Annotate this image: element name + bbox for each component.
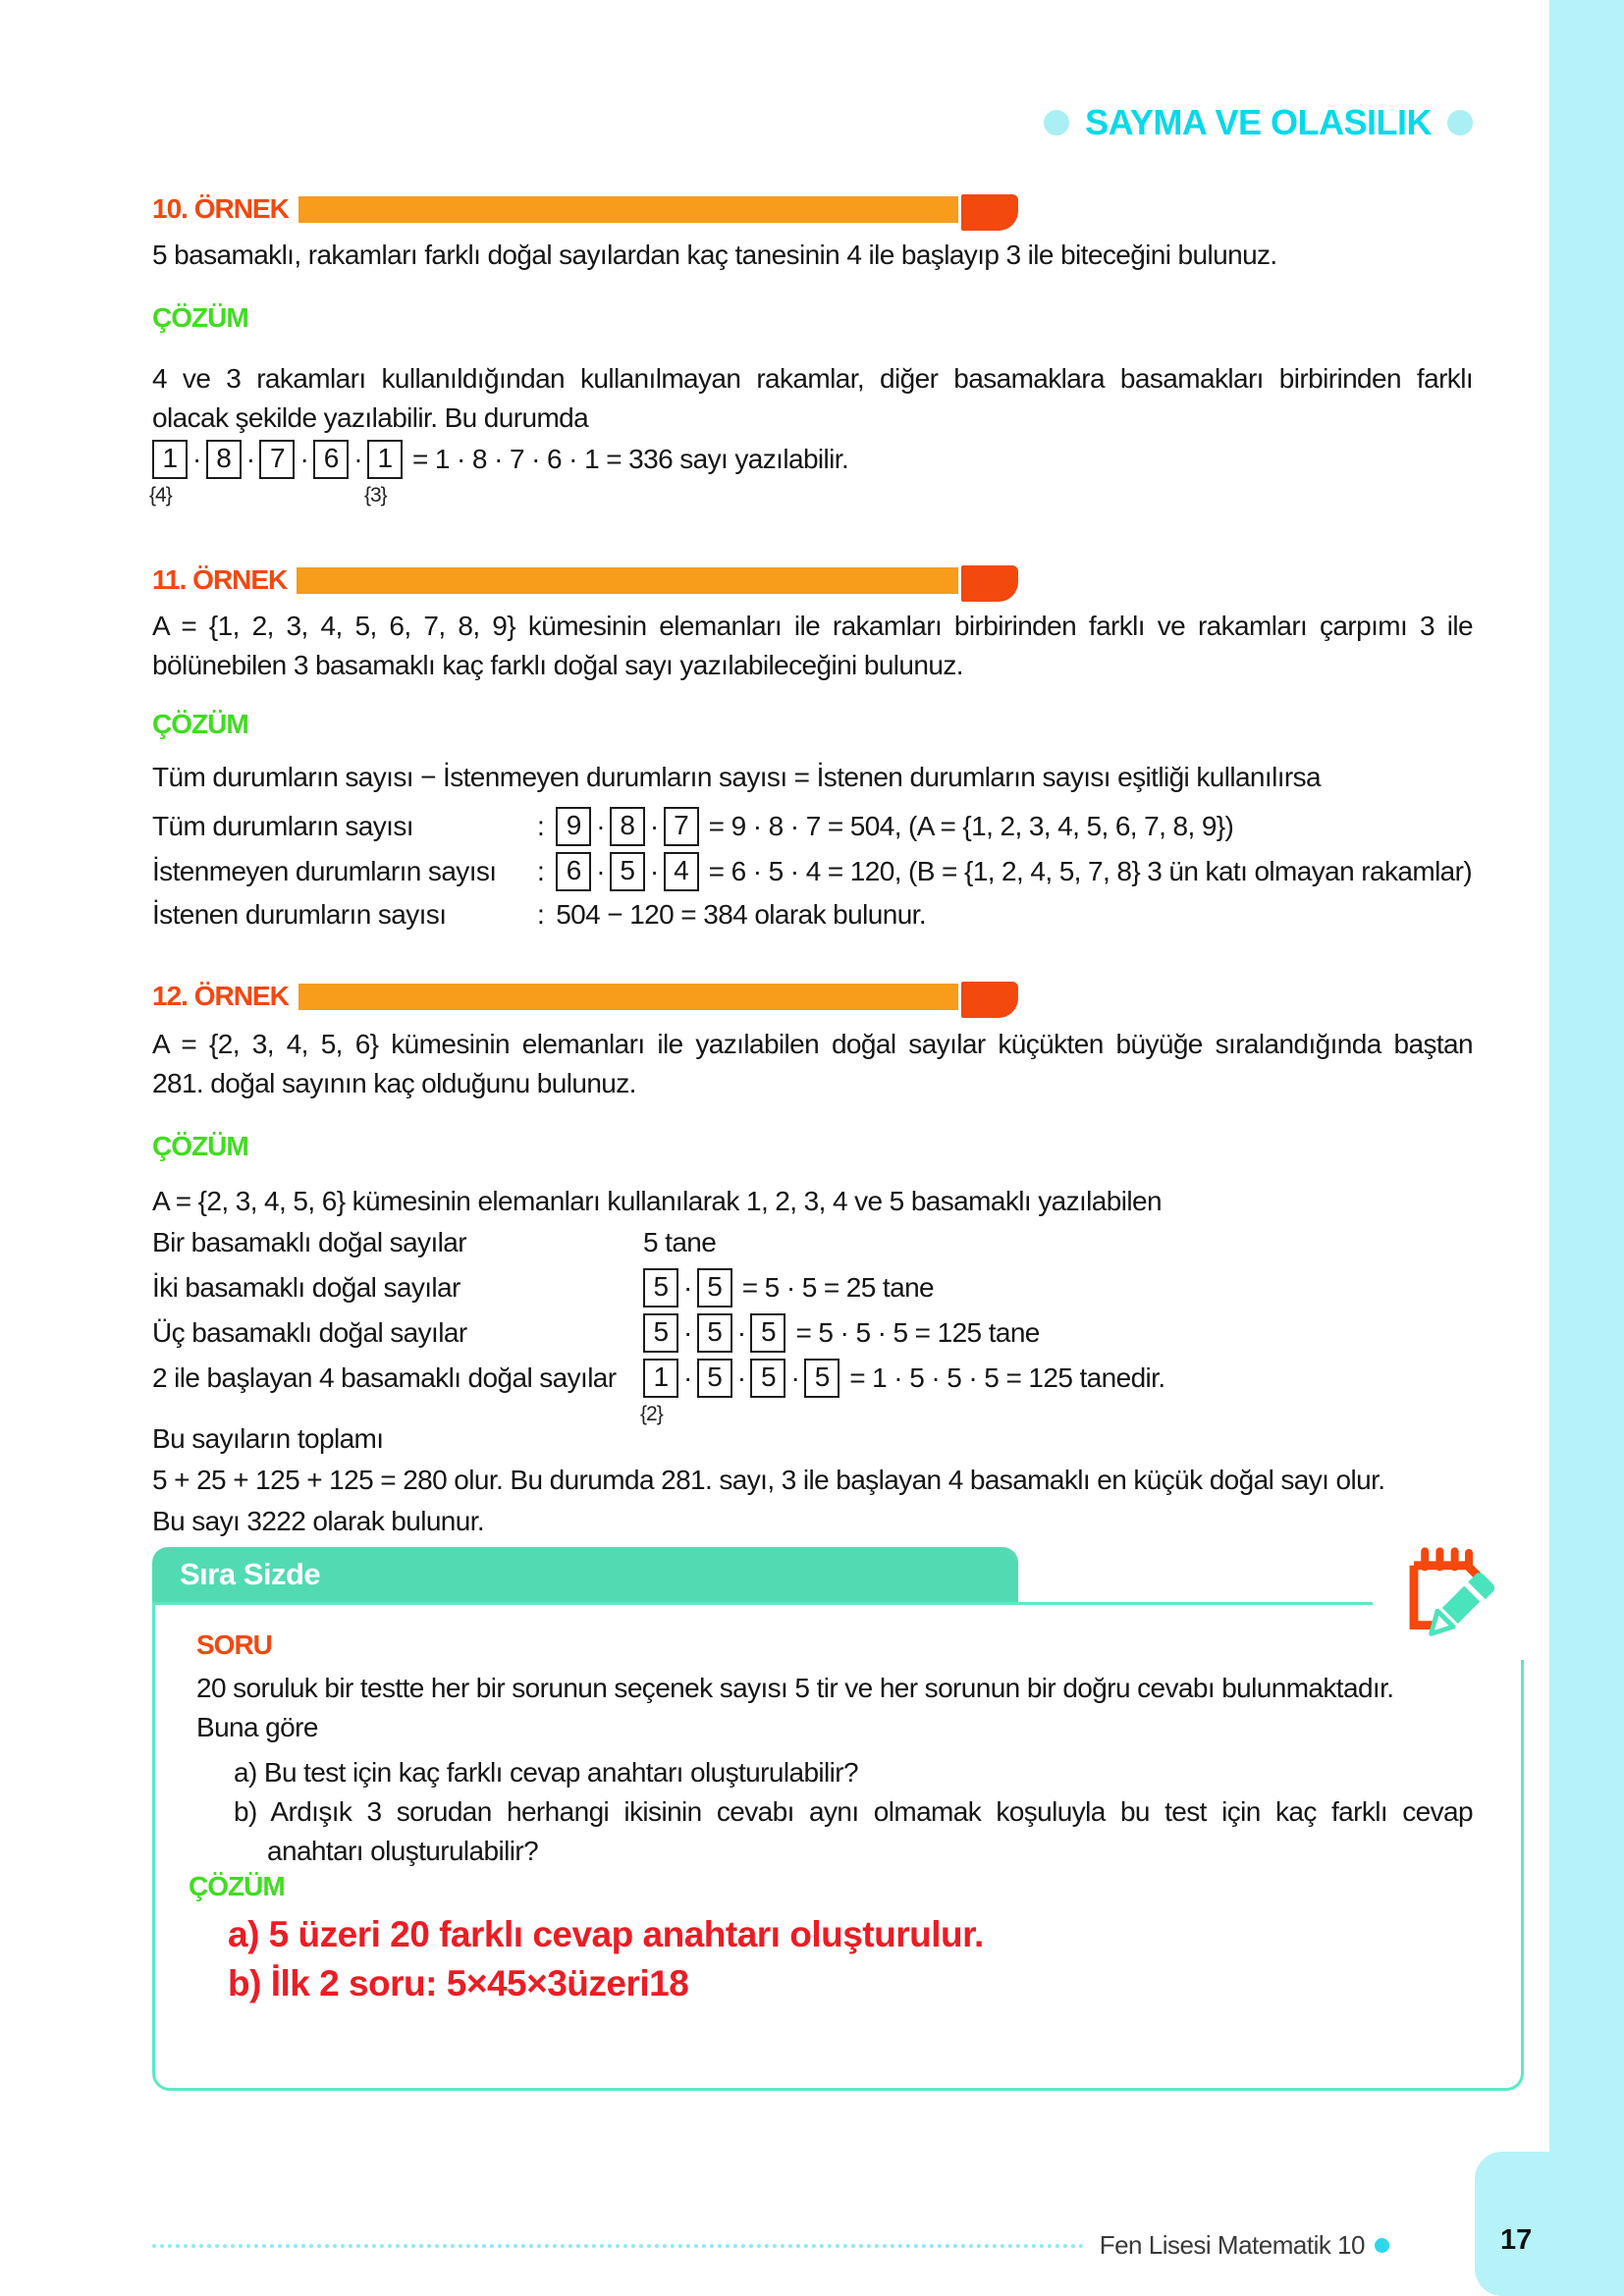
example-11-bar-cap: [961, 565, 1018, 602]
example-10-header: [152, 194, 1018, 231]
dot-separator: ·: [649, 856, 659, 886]
digit-box: 5: [804, 1359, 839, 1398]
example-12-row-3: [152, 1313, 1040, 1353]
colon: :: [537, 811, 545, 841]
dot-separator: ·: [192, 444, 201, 474]
dot-separator: ·: [649, 811, 659, 841]
digit-box: 6: [313, 440, 349, 479]
example-11-row-1: [152, 807, 1233, 846]
example-12-row-2: [152, 1268, 934, 1308]
row-label: Bir basamaklı doğal sayılar: [152, 1227, 466, 1257]
equation-result: = 5 · 5 · 5 = 125 tane: [795, 1317, 1040, 1348]
digit-box: 5: [697, 1313, 732, 1353]
equation-result: = 5 · 5 = 25 tane: [741, 1272, 935, 1303]
example-11-label: 11. ÖRNEK: [152, 564, 288, 595]
digit-box: 9: [556, 807, 591, 846]
sira-sizde-title: Sıra Sizde: [180, 1557, 321, 1591]
sira-sizde-soru-heading: SORU: [196, 1629, 272, 1660]
digit-under-label: {2}: [640, 1403, 663, 1425]
example-12-question-line1: A = {2, 3, 4, 5, 6} kümesinin elemanları ile yazılabilen doğal sayılar küçükten büyüğe sıralandığında baştan: [152, 1029, 1473, 1059]
equation-result: 5 tane: [643, 1227, 717, 1257]
dot-separator: ·: [299, 444, 309, 474]
digit-box: 5: [697, 1359, 732, 1398]
dot-separator: ·: [683, 1272, 692, 1303]
example-12-cozum-heading: ÇÖZÜM: [152, 1131, 248, 1161]
row-label: Üç basamaklı doğal sayılar: [152, 1317, 467, 1348]
digit-box: 5: [610, 852, 645, 891]
row-label: İki basamaklı doğal sayılar: [152, 1272, 460, 1303]
digit: 1: [162, 443, 178, 473]
example-12-row-4: [152, 1359, 1165, 1425]
dot-separator: ·: [683, 1317, 692, 1348]
example-11-question-line1: A = {1, 2, 3, 4, 5, 6, 7, 8, 9} kümesinin elemanları ile rakamları birbirinden farklı ve rakamları çarpımı 3 ile: [152, 611, 1473, 641]
dot-separator: ·: [736, 1362, 746, 1393]
sira-sizde-tab: [152, 1547, 1018, 1602]
example-11-intro: Tüm durumların sayısı − İstenmeyen durumların sayısı = İstenen durumların sayısı eşitliği kullanılırsa: [152, 762, 1321, 792]
example-12-question-line2: 281. doğal sayının kaç olduğunu bulunuz.: [152, 1068, 636, 1098]
sira-sizde-cozum-heading: ÇÖZÜM: [189, 1871, 285, 1901]
digit-box: 5: [643, 1268, 678, 1308]
example-12-closing-line2: 5 + 25 + 125 + 125 = 280 olur. Bu durumda 281. sayı, 3 ile başlayan 4 basamaklı en küçük doğal sayı olur.: [152, 1465, 1385, 1495]
example-10-solution-line1: 4 ve 3 rakamları kullanıldığından kullanılmayan rakamlar, diğer basamaklara basamakları birbirinden farklı: [152, 363, 1473, 394]
example-12-bar-cap: [961, 982, 1018, 1018]
row-label: Tüm durumların sayısı: [152, 811, 413, 841]
example-12-header: [152, 982, 1018, 1018]
dot-separator: ·: [790, 1362, 800, 1393]
example-12-closing-line1: Bu sayıların toplamı: [152, 1423, 384, 1454]
page-number: 17: [1500, 2224, 1533, 2256]
notepad-pencil-svg: [1390, 1528, 1516, 1648]
sira-sizde-item-b-line1: b) Ardışık 3 sorudan herhangi ikisinin cevabı aynı olmamak koşuluyla bu test için kaç farklı cevap: [234, 1796, 1473, 1827]
digit: 1: [377, 443, 393, 473]
footer-book-title: Fen Lisesi Matematik 10: [1099, 2230, 1365, 2260]
example-12-closing-line3: Bu sayı 3222 olarak bulunur.: [152, 1506, 485, 1536]
digit-box: 5: [750, 1313, 785, 1353]
answer-a: a) 5 üzeri 20 farklı cevap anahtarı oluşturulur.: [228, 1914, 984, 1954]
digit-box: 5: [643, 1313, 678, 1353]
dot-separator: ·: [736, 1317, 746, 1348]
equation-result: = 1 · 5 · 5 · 5 = 125 tanedir.: [849, 1362, 1165, 1393]
example-10-solution-line2: olacak şekilde yazılabilir. Bu durumda: [152, 402, 589, 433]
example-10-label: 10. ÖRNEK: [152, 193, 289, 224]
digit-under-label: {4}: [149, 484, 172, 507]
dot-separator: ·: [353, 444, 362, 474]
footer: [152, 2230, 1389, 2261]
notepad-pencil-icon: [1373, 1517, 1534, 1660]
dot-separator: ·: [683, 1362, 692, 1393]
sira-sizde-question-line2: Buna göre: [196, 1712, 318, 1742]
digit-box: [363, 440, 403, 507]
digit-under-label: {3}: [363, 484, 387, 507]
footer-page-block: [1475, 2152, 1624, 2296]
row-label: İstenmeyen durumların sayısı: [152, 856, 497, 886]
example-11-cozum-heading: ÇÖZÜM: [152, 709, 248, 739]
answer-b: b) İlk 2 soru: 5×45×3üzeri18: [228, 1963, 689, 2003]
digit-box: 4: [664, 852, 699, 891]
example-11-row-3: [152, 899, 926, 931]
sira-sizde-item-a: a) Bu test için kaç farklı cevap anahtarı oluşturulabilir?: [234, 1757, 858, 1788]
digit-box: 8: [206, 440, 242, 479]
example-11-question-line2: bölünebilen 3 basamaklı kaç farklı doğal sayı yazılabileceğini bulunuz.: [152, 650, 963, 680]
example-10-bar-cap: [961, 194, 1018, 231]
footer-dot-icon: [1375, 2238, 1389, 2253]
digit-box: [640, 1359, 678, 1425]
example-11-bar: [297, 567, 958, 594]
example-10-bar: [298, 196, 958, 223]
digit-box: [149, 440, 188, 507]
equation-result: 504 − 120 = 384 olarak bulunur.: [556, 899, 927, 930]
example-12-label: 12. ÖRNEK: [152, 981, 289, 1011]
digit-box: 7: [259, 440, 295, 479]
dot-separator: ·: [245, 444, 255, 474]
equation-result: = 1 · 8 · 7 · 6 · 1 = 336 sayı yazılabilir.: [411, 444, 849, 474]
equation-result: = 9 · 8 · 7 = 504, (A = {1, 2, 3, 4, 5, 6, 7, 8, 9}): [708, 811, 1234, 841]
example-10-cozum-heading: ÇÖZÜM: [152, 302, 248, 333]
header-dot-right-icon: [1447, 110, 1473, 135]
digit-box: 7: [664, 807, 699, 846]
header-dot-left-icon: [1044, 110, 1069, 135]
footer-dotted-line: [152, 2244, 1084, 2248]
digit-box: 5: [697, 1268, 732, 1308]
page-header: [0, 102, 1473, 143]
example-12-bar: [298, 984, 958, 1010]
equation-result: = 6 · 5 · 4 = 120, (B = {1, 2, 4, 5, 7, 8} 3 ün katı olmayan rakamlar): [708, 856, 1473, 886]
sira-sizde-item-b-line2: anahtarı oluşturulabilir?: [267, 1836, 539, 1866]
dot-separator: ·: [596, 856, 605, 886]
dot-separator: ·: [596, 811, 605, 841]
sira-sizde-question-line1: 20 soruluk bir testte her bir sorunun seçenek sayısı 5 tir ve her sorunun bir doğru cevabı bulunmaktadır.: [196, 1673, 1394, 1703]
example-10-equation: [149, 440, 849, 507]
row-label: İstenen durumların sayısı: [152, 899, 447, 930]
row-label: 2 ile başlayan 4 basamaklı doğal sayılar: [152, 1362, 617, 1393]
example-11-header: [152, 565, 1018, 602]
side-strip: [1549, 0, 1624, 2296]
example-12-row-1: [152, 1227, 716, 1258]
example-12-intro: A = {2, 3, 4, 5, 6} kümesinin elemanları kullanılarak 1, 2, 3, 4 ve 5 basamaklı yazılabilen: [152, 1186, 1162, 1216]
example-10-question: 5 basamaklı, rakamları farklı doğal sayılardan kaç tanesinin 4 ile başlayıp 3 ile biteceğini bulunuz.: [152, 240, 1277, 270]
page-title: SAYMA VE OLASILIK: [1085, 102, 1432, 142]
digit-box: 5: [750, 1359, 785, 1398]
colon: :: [537, 856, 545, 886]
digit: 1: [653, 1362, 669, 1392]
digit-box: 6: [556, 852, 591, 891]
example-11-row-2: [152, 852, 1472, 891]
colon: :: [537, 899, 545, 930]
digit-box: 8: [610, 807, 645, 846]
